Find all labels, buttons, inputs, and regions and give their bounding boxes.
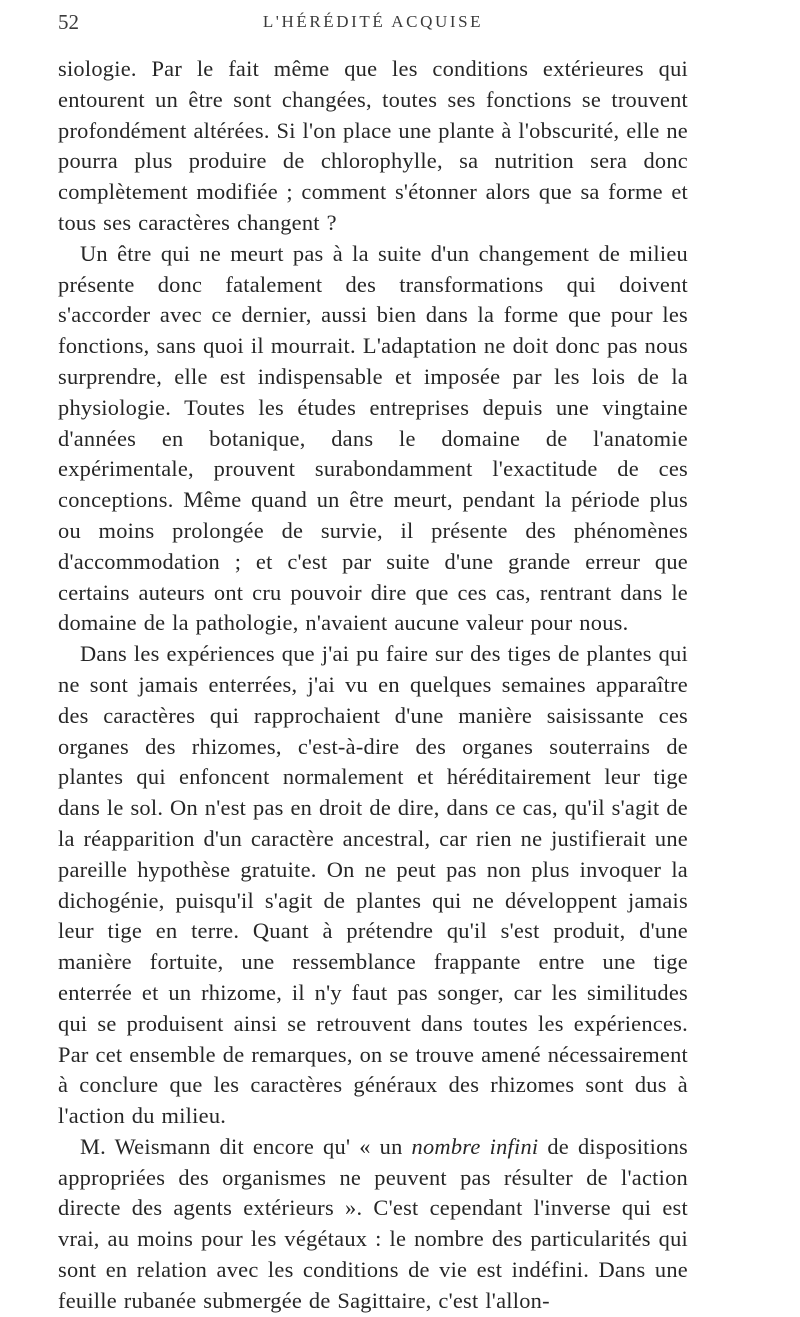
paragraph-4 (58, 1132, 688, 1317)
paragraph-4-start: M. Weismann dit encore qu' « un (80, 1133, 412, 1159)
running-head: L'HÉRÉDITÉ ACQUISE (262, 12, 484, 31)
paragraph-2: Un être qui ne meurt pas à la suite d'un changement de milieu présente donc fatalement des transformations qui doivent s'accorder avec ce dernier, aussi bien dans la forme que pour les fonctions, sans quoi il mourrait. L'adaptation ne doit donc pas nous surprendre, elle est indispensable et imposée par les lois de la physiologie. Toutes les études entreprises depuis une vingtaine d'années en botanique, dans le domaine de l'anatomie expérimentale, prouvent surabondamment l'exactitude de ces conceptions. Même quand un être meurt, pendant la période plus ou moins prolongée de survie, il présente des phénomènes d'accommodation ; et c'est par suite d'une grande erreur que certains auteurs ont cru pouvoir dire que ces cas, rentrant dans le domaine de la pathologie, n'avaient aucune valeur pour nous. (58, 240, 688, 636)
body-text (58, 54, 688, 1317)
italic-phrase: nombre infini (411, 1133, 539, 1159)
paragraph-4-rest: de dispositions appropriées des organismes ne peuvent pas résulter de l'action directe des agents extérieurs ». C'est cependant l'inverse qui est vrai, au moins pour les végétaux : le nombre des particularités qui sont en relation avec les conditions de vie est indéfini. Dans une feuille rubanée submergée de Sagittaire, c'est l'allon- (58, 1133, 688, 1313)
page-number: 52 (58, 10, 79, 34)
paragraph-3: Dans les expériences que j'ai pu faire sur des tiges de plantes qui ne sont jamais enterrées, j'ai vu en quelques semaines apparaître des caractères qui rapprochaient d'une manière saisissante ces organes des rhizomes, c'est-à-dire des organes souterrains de plantes qui enfoncent normalement et héréditairement leur tige dans le sol. On n'est pas en droit de dire, dans ce cas, qu'il s'agit de la réapparition d'un caractère ancestral, car rien ne justifierait une pareille hypothèse gratuite. On ne peut pas non plus invoquer la dichogénie, puisqu'il s'agit de plantes qui ne développent jamais leur tige en terre. Quant à prétendre qu'il s'est produit, d'une manière fortuite, une ressemblance frappante entre une tige enterrée et un rhizome, il n'y faut pas songer, car les similitudes qui se produisent ainsi se retrouvent dans toutes les expériences. Par cet ensemble de remarques, on se trouve amené nécessairement à conclure que les caractères généraux des rhizomes sont dus à l'action du milieu. (58, 641, 688, 1129)
page-header (58, 10, 688, 42)
paragraph-1: siologie. Par le fait même que les conditions extérieures qui entourent un être sont changées, toutes ses fonctions se trouvent profondément altérées. Si l'on place une plante à l'obscurité, elle ne pourra plus produire de chlorophylle, sa nutrition sera donc complètement modifiée ; comment s'étonner alors que sa forme et tous ses caractères changent ? (58, 56, 688, 235)
